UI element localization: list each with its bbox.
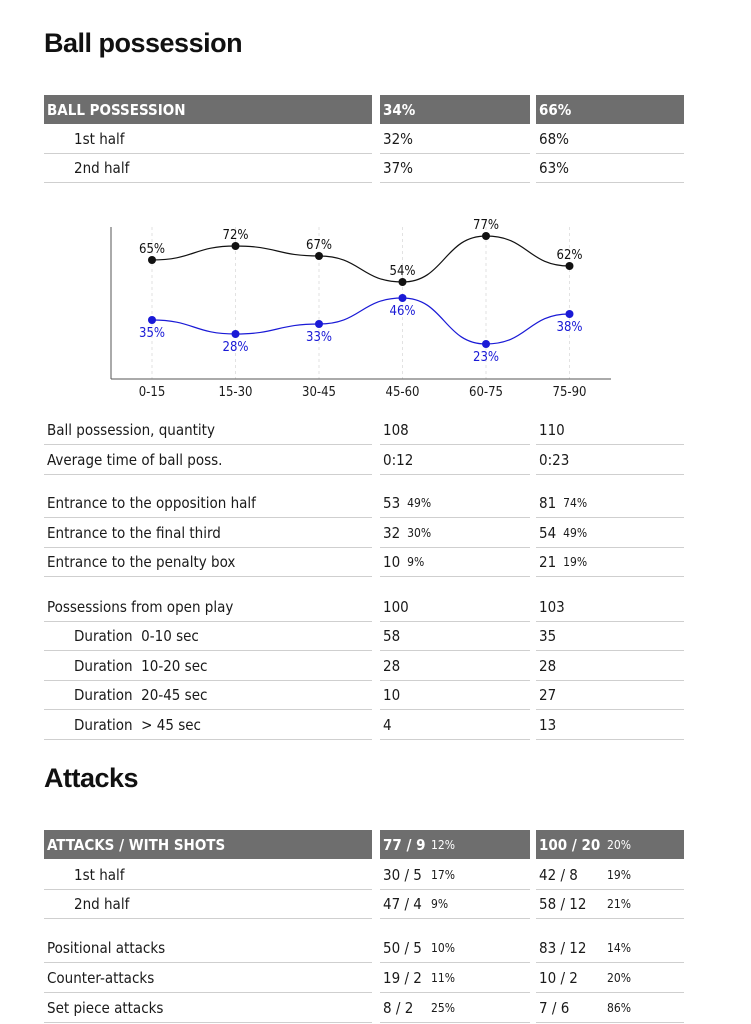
table-row <box>44 548 684 577</box>
row-team2-cell <box>536 548 684 577</box>
x-tick-label: 30-45 <box>302 385 336 400</box>
data-point-team1 <box>232 330 240 338</box>
data-point-team2 <box>148 256 156 264</box>
row-label: Counter-attacks <box>44 964 372 993</box>
row-team1-value: 53 <box>383 494 401 512</box>
data-label-team1: 23% <box>473 350 499 365</box>
data-point-team2 <box>566 262 574 270</box>
row-team2-cell <box>536 489 684 518</box>
table-row <box>44 652 684 681</box>
row-team2-cell <box>536 934 684 963</box>
row-team1-cell <box>380 994 530 1023</box>
row-label: 2nd half <box>44 154 372 183</box>
row-team1-value: 37% <box>380 154 530 183</box>
row-label: Duration > 45 sec <box>44 711 372 740</box>
data-point-team1 <box>482 340 490 348</box>
row-team1-value: 8 / 2 <box>383 999 414 1017</box>
data-point-team1 <box>148 316 156 324</box>
row-team2-value: 7 / 6 <box>539 999 570 1017</box>
row-team1-percent: 25% <box>431 1001 455 1015</box>
data-point-team2 <box>399 278 407 286</box>
row-team2-value: 35 <box>536 622 684 651</box>
attacks-header-team2-value: 100 / 20 <box>539 835 601 854</box>
row-team1-percent: 17% <box>431 868 455 882</box>
table-row <box>44 519 684 548</box>
data-label-team2: 77% <box>473 218 499 233</box>
row-label: Average time of ball poss. <box>44 446 372 475</box>
row-label: Positional attacks <box>44 934 372 963</box>
row-label: Duration 0-10 sec <box>44 622 372 651</box>
row-label: 2nd half <box>44 890 372 919</box>
x-tick-label: 75-90 <box>552 385 587 400</box>
row-team2-value: 10 / 2 <box>539 969 578 987</box>
table-row <box>44 681 684 710</box>
row-team1-cell <box>380 964 530 993</box>
attacks-header-team1-percent: 12% <box>431 837 455 852</box>
table-row <box>44 154 684 183</box>
row-team2-value: 68% <box>536 125 684 154</box>
row-team2-value: 28 <box>536 652 684 681</box>
attacks-header-label: ATTACKS / WITH SHOTS <box>44 830 372 859</box>
possession-by-interval-chart <box>0 195 751 410</box>
data-label-team1: 38% <box>556 320 583 335</box>
row-team1-value: 108 <box>380 416 530 445</box>
row-team2-value: 63% <box>536 154 684 183</box>
row-team2-value: 81 <box>539 494 557 512</box>
x-tick-label: 15-30 <box>218 385 253 400</box>
possession-header-row <box>44 95 684 124</box>
row-label: Ball possession, quantity <box>44 416 372 445</box>
row-team1-value: 32 <box>383 524 401 542</box>
row-team1-percent: 30% <box>407 526 432 540</box>
row-team2-value: 27 <box>536 681 684 710</box>
row-label: Duration 10-20 sec <box>44 652 372 681</box>
row-team2-cell <box>536 861 684 890</box>
row-team2-value: 58 / 12 <box>539 895 587 913</box>
row-team1-percent: 9% <box>407 555 425 569</box>
data-point-team2 <box>232 242 240 250</box>
row-team2-value: 0:23 <box>536 446 684 475</box>
table-row <box>44 964 684 993</box>
table-row <box>44 446 684 475</box>
row-team1-value: 28 <box>380 652 530 681</box>
row-team1-value: 4 <box>380 711 530 740</box>
data-label-team1: 33% <box>306 330 332 345</box>
section-title-attacks: Attacks <box>44 763 139 793</box>
row-team2-cell <box>536 519 684 548</box>
row-team1-value: 10 <box>380 681 530 710</box>
possession-header-label: BALL POSSESSION <box>44 95 372 124</box>
attacks-header-team2-percent: 20% <box>607 837 631 852</box>
row-label: Possessions from open play <box>44 593 372 622</box>
row-label: Duration 20-45 sec <box>44 681 372 710</box>
row-team1-value: 30 / 5 <box>383 866 422 884</box>
row-team1-cell <box>380 548 530 577</box>
table-row <box>44 934 684 963</box>
row-team2-percent: 49% <box>563 526 588 540</box>
row-label: Entrance to the penalty box <box>44 548 372 577</box>
row-label: 1st half <box>44 125 372 154</box>
row-team2-value: 83 / 12 <box>539 939 587 957</box>
row-team1-value: 47 / 4 <box>383 895 422 913</box>
row-team1-cell <box>380 890 530 919</box>
row-team2-value: 42 / 8 <box>539 866 578 884</box>
row-label: Entrance to the final third <box>44 519 372 548</box>
row-team2-value: 54 <box>539 524 557 542</box>
row-team2-percent: 21% <box>607 897 631 911</box>
row-team1-percent: 10% <box>431 941 455 955</box>
row-team2-cell <box>536 890 684 919</box>
row-team1-cell <box>380 519 530 548</box>
row-team2-value: 110 <box>536 416 684 445</box>
row-team1-value: 32% <box>380 125 530 154</box>
row-team2-percent: 20% <box>607 971 631 985</box>
data-label-team2: 72% <box>222 228 249 243</box>
data-point-team1 <box>566 310 574 318</box>
table-row <box>44 489 684 518</box>
possession-header-team1: 34% <box>380 95 530 124</box>
row-team1-value: 19 / 2 <box>383 969 422 987</box>
table-row <box>44 416 684 445</box>
table-row <box>44 622 684 651</box>
x-tick-label: 0-15 <box>138 385 166 400</box>
row-team1-value: 58 <box>380 622 530 651</box>
data-label-team1: 46% <box>389 304 416 319</box>
data-label-team1: 35% <box>139 326 165 341</box>
data-label-team2: 54% <box>389 264 416 279</box>
x-tick-label: 60-75 <box>469 385 503 400</box>
data-label-team1: 28% <box>222 340 249 355</box>
row-team2-value: 21 <box>539 553 557 571</box>
row-team1-value: 100 <box>380 593 530 622</box>
series-line-team1 <box>152 298 570 344</box>
data-point-team2 <box>482 232 490 240</box>
row-team2-percent: 74% <box>563 496 588 510</box>
row-label: Entrance to the opposition half <box>44 489 372 518</box>
data-point-team1 <box>399 294 407 302</box>
table-row <box>44 125 684 154</box>
data-point-team1 <box>315 320 323 328</box>
table-row <box>44 711 684 740</box>
data-point-team2 <box>315 252 323 260</box>
table-row <box>44 994 684 1023</box>
row-label: Set piece attacks <box>44 994 372 1023</box>
row-team1-cell <box>380 861 530 890</box>
row-team1-cell <box>380 489 530 518</box>
row-team2-percent: 86% <box>607 1001 631 1015</box>
row-team2-value: 103 <box>536 593 684 622</box>
data-label-team2: 62% <box>556 248 583 263</box>
row-team2-percent: 14% <box>607 941 631 955</box>
row-team1-percent: 9% <box>431 897 449 911</box>
attacks-header-team1-value: 77 / 9 <box>383 835 426 854</box>
row-label: 1st half <box>44 861 372 890</box>
series-line-team2 <box>152 236 570 282</box>
section-title-ball-possession: Ball possession <box>44 28 243 58</box>
row-team1-value: 0:12 <box>380 446 530 475</box>
table-row <box>44 593 684 622</box>
x-tick-label: 45-60 <box>385 385 420 400</box>
row-team2-percent: 19% <box>563 555 588 569</box>
row-team1-value: 10 <box>383 553 401 571</box>
row-team2-value: 13 <box>536 711 684 740</box>
row-team1-cell <box>380 934 530 963</box>
row-team1-value: 50 / 5 <box>383 939 422 957</box>
attacks-header-team1 <box>380 830 530 859</box>
attacks-header-row <box>44 830 684 859</box>
row-team2-cell <box>536 994 684 1023</box>
data-label-team2: 67% <box>306 238 332 253</box>
row-team2-cell <box>536 964 684 993</box>
attacks-header-team2 <box>536 830 684 859</box>
table-row <box>44 861 684 890</box>
row-team1-percent: 49% <box>407 496 432 510</box>
row-team2-percent: 19% <box>607 868 631 882</box>
possession-header-team2: 66% <box>536 95 684 124</box>
row-team1-percent: 11% <box>431 971 455 985</box>
table-row <box>44 890 684 919</box>
data-label-team2: 65% <box>139 242 165 257</box>
